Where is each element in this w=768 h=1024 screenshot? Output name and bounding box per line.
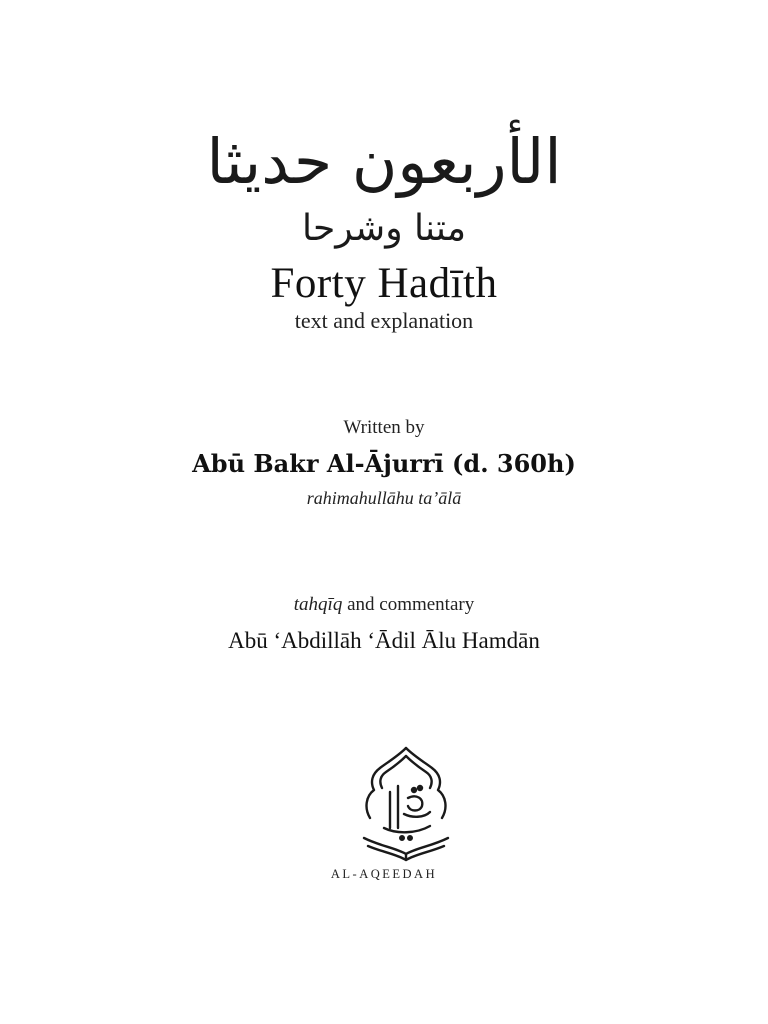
tahqiq-term: tahqīq	[293, 594, 343, 615]
book-title: Forty Hadīth	[270, 260, 498, 307]
tahqiq-line	[0, 592, 768, 618]
author-name: Abū Bakr Al-Ājurrī (d. 360h)	[192, 449, 576, 478]
written-by-label: Written by	[343, 417, 425, 438]
arabic-subtitle: متنا وشرحا	[301, 208, 467, 249]
editor-name: Abū ‘Abdillāh ‘Ādil Ālu Hamdān	[228, 628, 540, 653]
book-subtitle: text and explanation	[294, 308, 474, 333]
tahqiq-rest: and commentary	[342, 594, 475, 615]
author-honorific: rahimahullāhu ta’ālā	[306, 488, 462, 508]
al-aqeedah-logo-icon	[350, 742, 462, 864]
publisher-name: AL-AQEEDAH	[330, 867, 438, 881]
arabic-title: الأربعون حديثا	[206, 125, 562, 198]
